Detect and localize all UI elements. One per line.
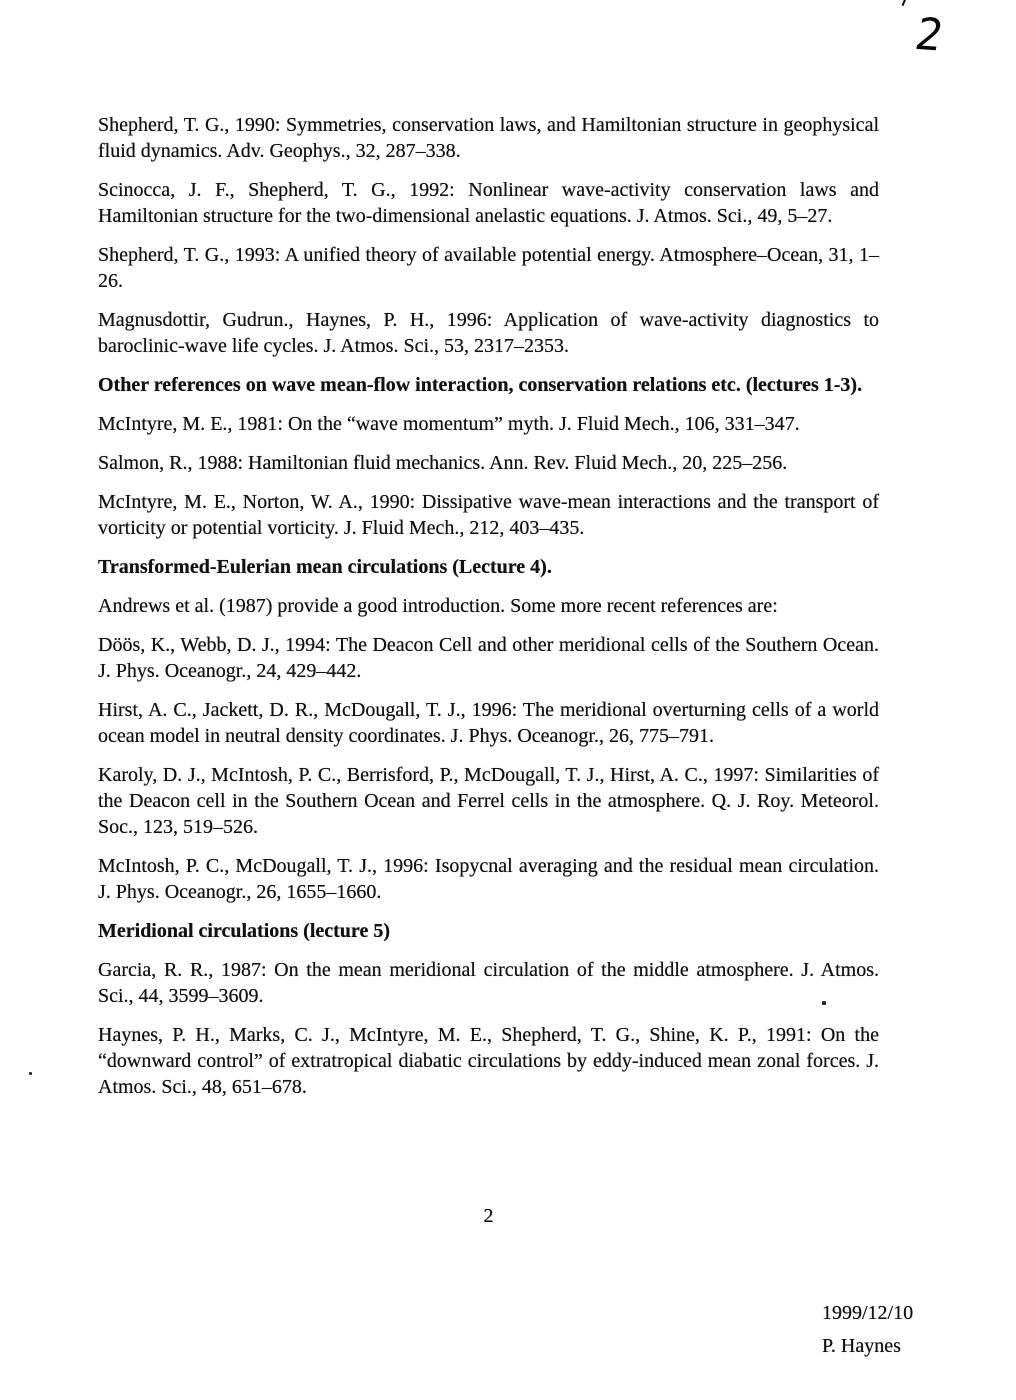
reference-entry: Shepherd, T. G., 1993: A unified theory of available potential energy. Atmosphere–Ocean, 31, 1–26. (98, 244, 879, 292)
reference-entry: Scinocca, J. F., Shepherd, T. G., 1992: Nonlinear wave-activity conservation laws and Hamiltonian structure for the two-dimensional anelastic equations. J. Atmos. Sci., 49, 5–27. (98, 179, 879, 227)
footer-date: 1999/12/10 (822, 1302, 914, 1324)
reference-list (98, 112, 879, 1113)
footer (822, 1297, 913, 1363)
scan-artifact-speck (29, 1072, 32, 1075)
section-heading: Other references on wave mean-flow interaction, conservation relations etc. (lectures 1-3). (98, 374, 863, 396)
handwritten-page-number: 2 (911, 8, 948, 61)
reference-entry: Haynes, P. H., Marks, C. J., McIntyre, M. E., Shepherd, T. G., Shine, K. P., 1991: On the “downward control” of extratropical diabatic circulations by eddy-induced mean zonal forces. J. Atmos. Sci., 48, 651–678. (98, 1024, 879, 1098)
scan-artifact-tick (902, 0, 907, 6)
reference-entry: Shepherd, T. G., 1990: Symmetries, conservation laws, and Hamiltonian structure in geophysical fluid dynamics. Adv. Geophys., 32, 287–338. (98, 114, 879, 162)
reference-entry: Karoly, D. J., McIntosh, P. C., Berrisford, P., McDougall, T. J., Hirst, A. C., 1997: Similarities of the Deacon cell in the Southern Ocean and Ferrel cells in the atmosphere. Q. J. Roy. Meteorol. Soc., 123, 519–526. (98, 764, 879, 838)
reference-entry: McIntyre, M. E., Norton, W. A., 1990: Dissipative wave-mean interactions and the transport of vorticity or potential vorticity. J. Fluid Mech., 212, 403–435. (98, 491, 879, 539)
reference-entry: Döös, K., Webb, D. J., 1994: The Deacon Cell and other meridional cells of the Southern Ocean. J. Phys. Oceanogr., 24, 429–442. (98, 634, 879, 682)
reference-entry: Salmon, R., 1988: Hamiltonian fluid mechanics. Ann. Rev. Fluid Mech., 20, 225–256. (98, 452, 788, 474)
reference-entry: Garcia, R. R., 1987: On the mean meridional circulation of the middle atmosphere. J. Atmos. Sci., 44, 3599–3609. (98, 959, 879, 1007)
section-heading: Meridional circulations (lecture 5) (98, 920, 390, 942)
reference-entry: Magnusdottir, Gudrun., Haynes, P. H., 1996: Application of wave-activity diagnostics to baroclinic-wave life cycles. J. Atmos. Sci., 53, 2317–2353. (98, 309, 879, 357)
reference-entry: McIntyre, M. E., 1981: On the “wave momentum” myth. J. Fluid Mech., 106, 331–347. (98, 413, 800, 435)
intro-sentence: Andrews et al. (1987) provide a good introduction. Some more recent references are: (98, 595, 778, 617)
page-number: 2 (483, 1205, 494, 1227)
reference-entry: McIntosh, P. C., McDougall, T. J., 1996: Isopycnal averaging and the residual mean circulation. J. Phys. Oceanogr., 26, 1655–1660. (98, 855, 879, 903)
reference-entry: Hirst, A. C., Jackett, D. R., McDougall, T. J., 1996: The meridional overturning cells of a world ocean model in neutral density coordinates. J. Phys. Oceanogr., 26, 775–791. (98, 699, 879, 747)
footer-author: P. Haynes (822, 1335, 901, 1357)
section-heading: Transformed-Eulerian mean circulations (Lecture 4). (98, 556, 552, 578)
